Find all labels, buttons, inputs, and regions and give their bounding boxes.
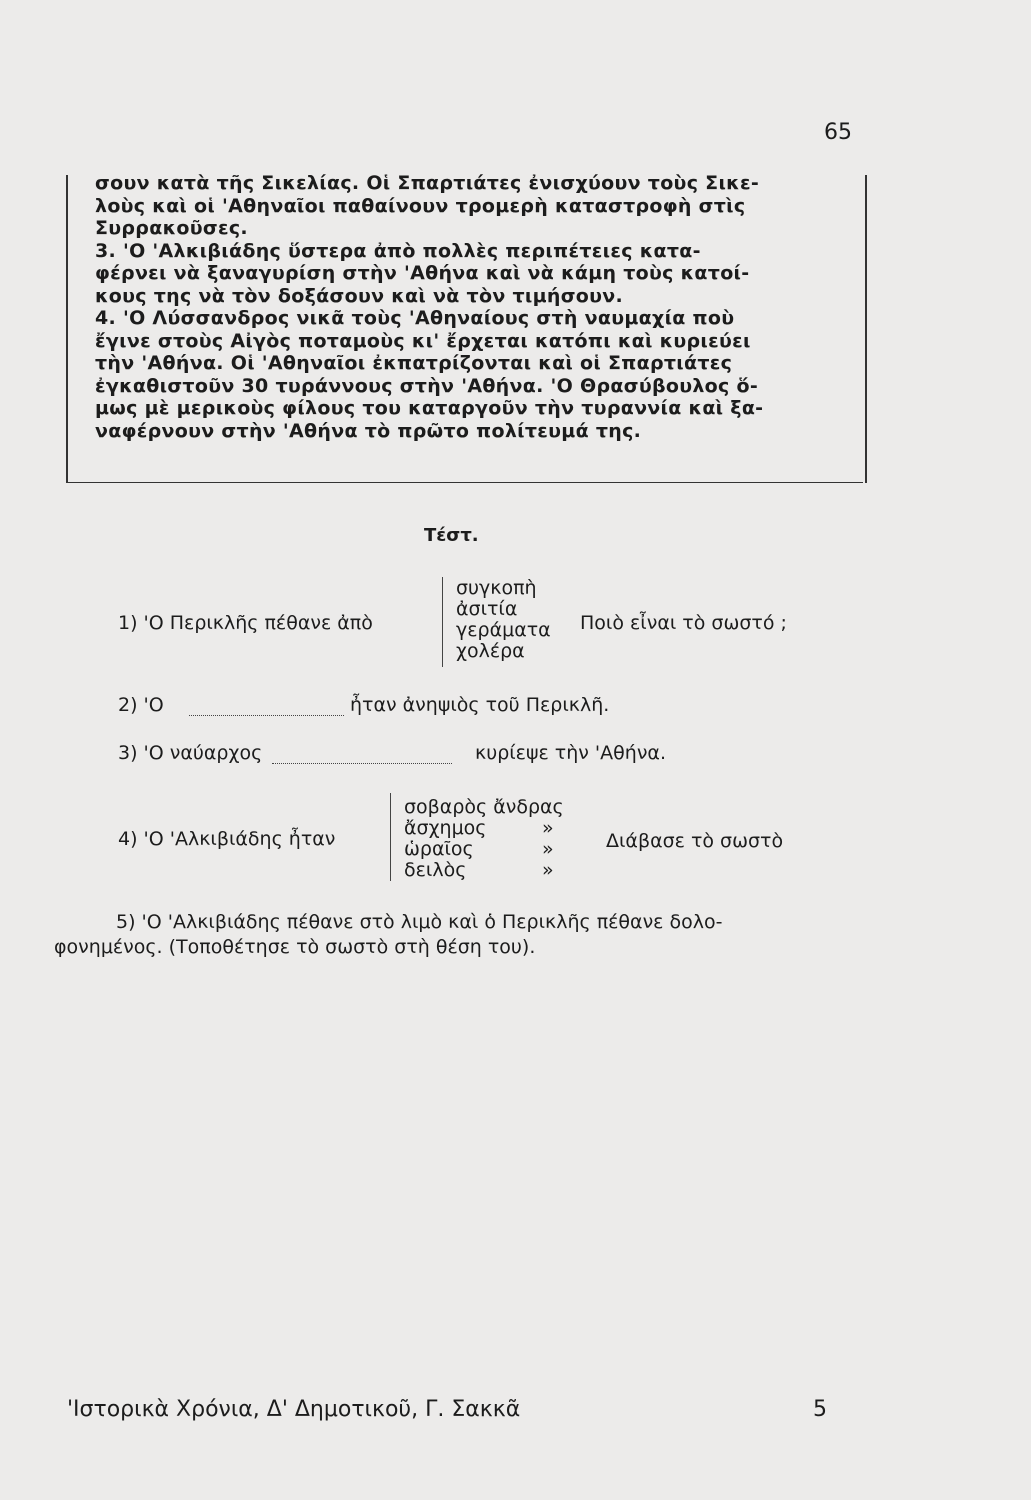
ditto-mark: » bbox=[542, 817, 554, 839]
q1-prompt: 1) 'Ο Περικλῆς πέθανε ἀπὸ bbox=[118, 612, 373, 634]
q4-ditto-marks bbox=[542, 818, 554, 881]
q3-blank bbox=[272, 763, 452, 764]
test-title: Τέστ. bbox=[424, 525, 479, 546]
q1-ask: Ποιὸ εἶναι τὸ σωστό ; bbox=[580, 612, 787, 634]
footer-signature-number: 5 bbox=[813, 1397, 827, 1422]
box-line: ἐγκαθιστοῦν 30 τυράννους στὴν 'Αθήνα. 'Ο Θρασύβουλος ὅ- bbox=[95, 374, 759, 397]
summary-box-bottom-rule bbox=[66, 482, 863, 483]
summary-box-text bbox=[95, 172, 840, 442]
page-number: 65 bbox=[824, 120, 852, 145]
q4-option: σοβαρὸς ἄνδρας bbox=[404, 796, 564, 818]
q4-option: δειλὸς bbox=[404, 859, 467, 881]
box-line: Συρρακοῦσες. bbox=[95, 217, 248, 239]
box-line: ναφέρνουν στὴν 'Αθήνα τὸ πρῶτο πολίτευμά της. bbox=[95, 419, 642, 442]
box-line: σουν κατὰ τῆς Σικελίας. Οἱ Σπαρτιάτες ἐνισχύουν τοὺς Σικε- bbox=[95, 172, 760, 194]
q4-option: ἄσχημος bbox=[404, 817, 487, 839]
ditto-mark: » bbox=[542, 859, 554, 881]
box-line: φέρνει νὰ ξαναγυρίση στὴν 'Αθήνα καὶ νὰ κάμη τοὺς κατοί- bbox=[95, 262, 750, 284]
q4-options bbox=[404, 797, 564, 881]
box-line: τὴν 'Αθήνα. Οἱ 'Αθηναῖοι ἐκπατρίζονται καὶ οἱ Σπαρτιάτες bbox=[95, 352, 733, 374]
q1-option: γεράματα bbox=[456, 619, 551, 641]
q3-suffix: κυρίεψε τὴν 'Αθήνα. bbox=[475, 742, 666, 764]
box-line: 3. 'Ο 'Αλκιβιάδης ὕστερα ἀπὸ πολλὲς περιπέτειες κατα- bbox=[95, 239, 701, 262]
ditto-mark: » bbox=[542, 838, 554, 860]
q1-options bbox=[456, 578, 551, 662]
q5-line-1: 5) 'Ο 'Αλκιβιάδης πέθανε στὸ λιμὸ καὶ ὁ Περικλῆς πέθανε δολο- bbox=[116, 911, 723, 933]
q5 bbox=[54, 910, 876, 960]
box-line: λοὺς καὶ οἱ 'Αθηναῖοι παθαίνουν τρομερὴ καταστροφὴ στὶς bbox=[95, 194, 746, 217]
box-line: ἔγινε στοὺς Αἰγὸς ποταμοὺς κι' ἔρχεται κατόπι καὶ κυριεύει bbox=[95, 329, 751, 352]
box-line: μως μὲ μερικοὺς φίλους του καταργοῦν τὴν τυραννία καὶ ξα- bbox=[95, 397, 764, 419]
q5-line-2: φονημένος. (Τοποθέτησε τὸ σωστὸ στὴ θέση του). bbox=[54, 936, 536, 958]
q2-suffix: ἦταν ἀνηψιὸς τοῦ Περικλῆ. bbox=[350, 694, 610, 716]
footer-book-title: 'Ιστορικὰ Χρόνια, Δ' Δημοτικοῦ, Γ. Σακκᾶ bbox=[67, 1397, 521, 1422]
q4-ask: Διάβασε τὸ σωστὸ bbox=[606, 830, 784, 852]
box-line: 4. 'Ο Λύσσανδρος νικᾶ τοὺς 'Αθηναίους στὴ ναυμαχία ποὺ bbox=[95, 307, 735, 329]
q2-prefix: 2) 'Ο bbox=[118, 694, 164, 716]
q1-option: χολέρα bbox=[456, 640, 525, 662]
q4-bracket-line bbox=[390, 793, 391, 881]
q2-blank bbox=[189, 715, 344, 716]
q3-prefix: 3) 'Ο ναύαρχος bbox=[118, 742, 263, 764]
q1-option: συγκοπὴ bbox=[456, 577, 537, 599]
q1-option: ἀσιτία bbox=[456, 598, 518, 620]
box-line: κους της νὰ τὸν δοξάσουν καὶ νὰ τὸν τιμήσουν. bbox=[95, 284, 624, 307]
q4-option: ὡραῖος bbox=[404, 838, 474, 860]
q4-prompt: 4) 'Ο 'Αλκιβιάδης ἦταν bbox=[118, 828, 336, 850]
q1-bracket-line bbox=[442, 577, 443, 667]
